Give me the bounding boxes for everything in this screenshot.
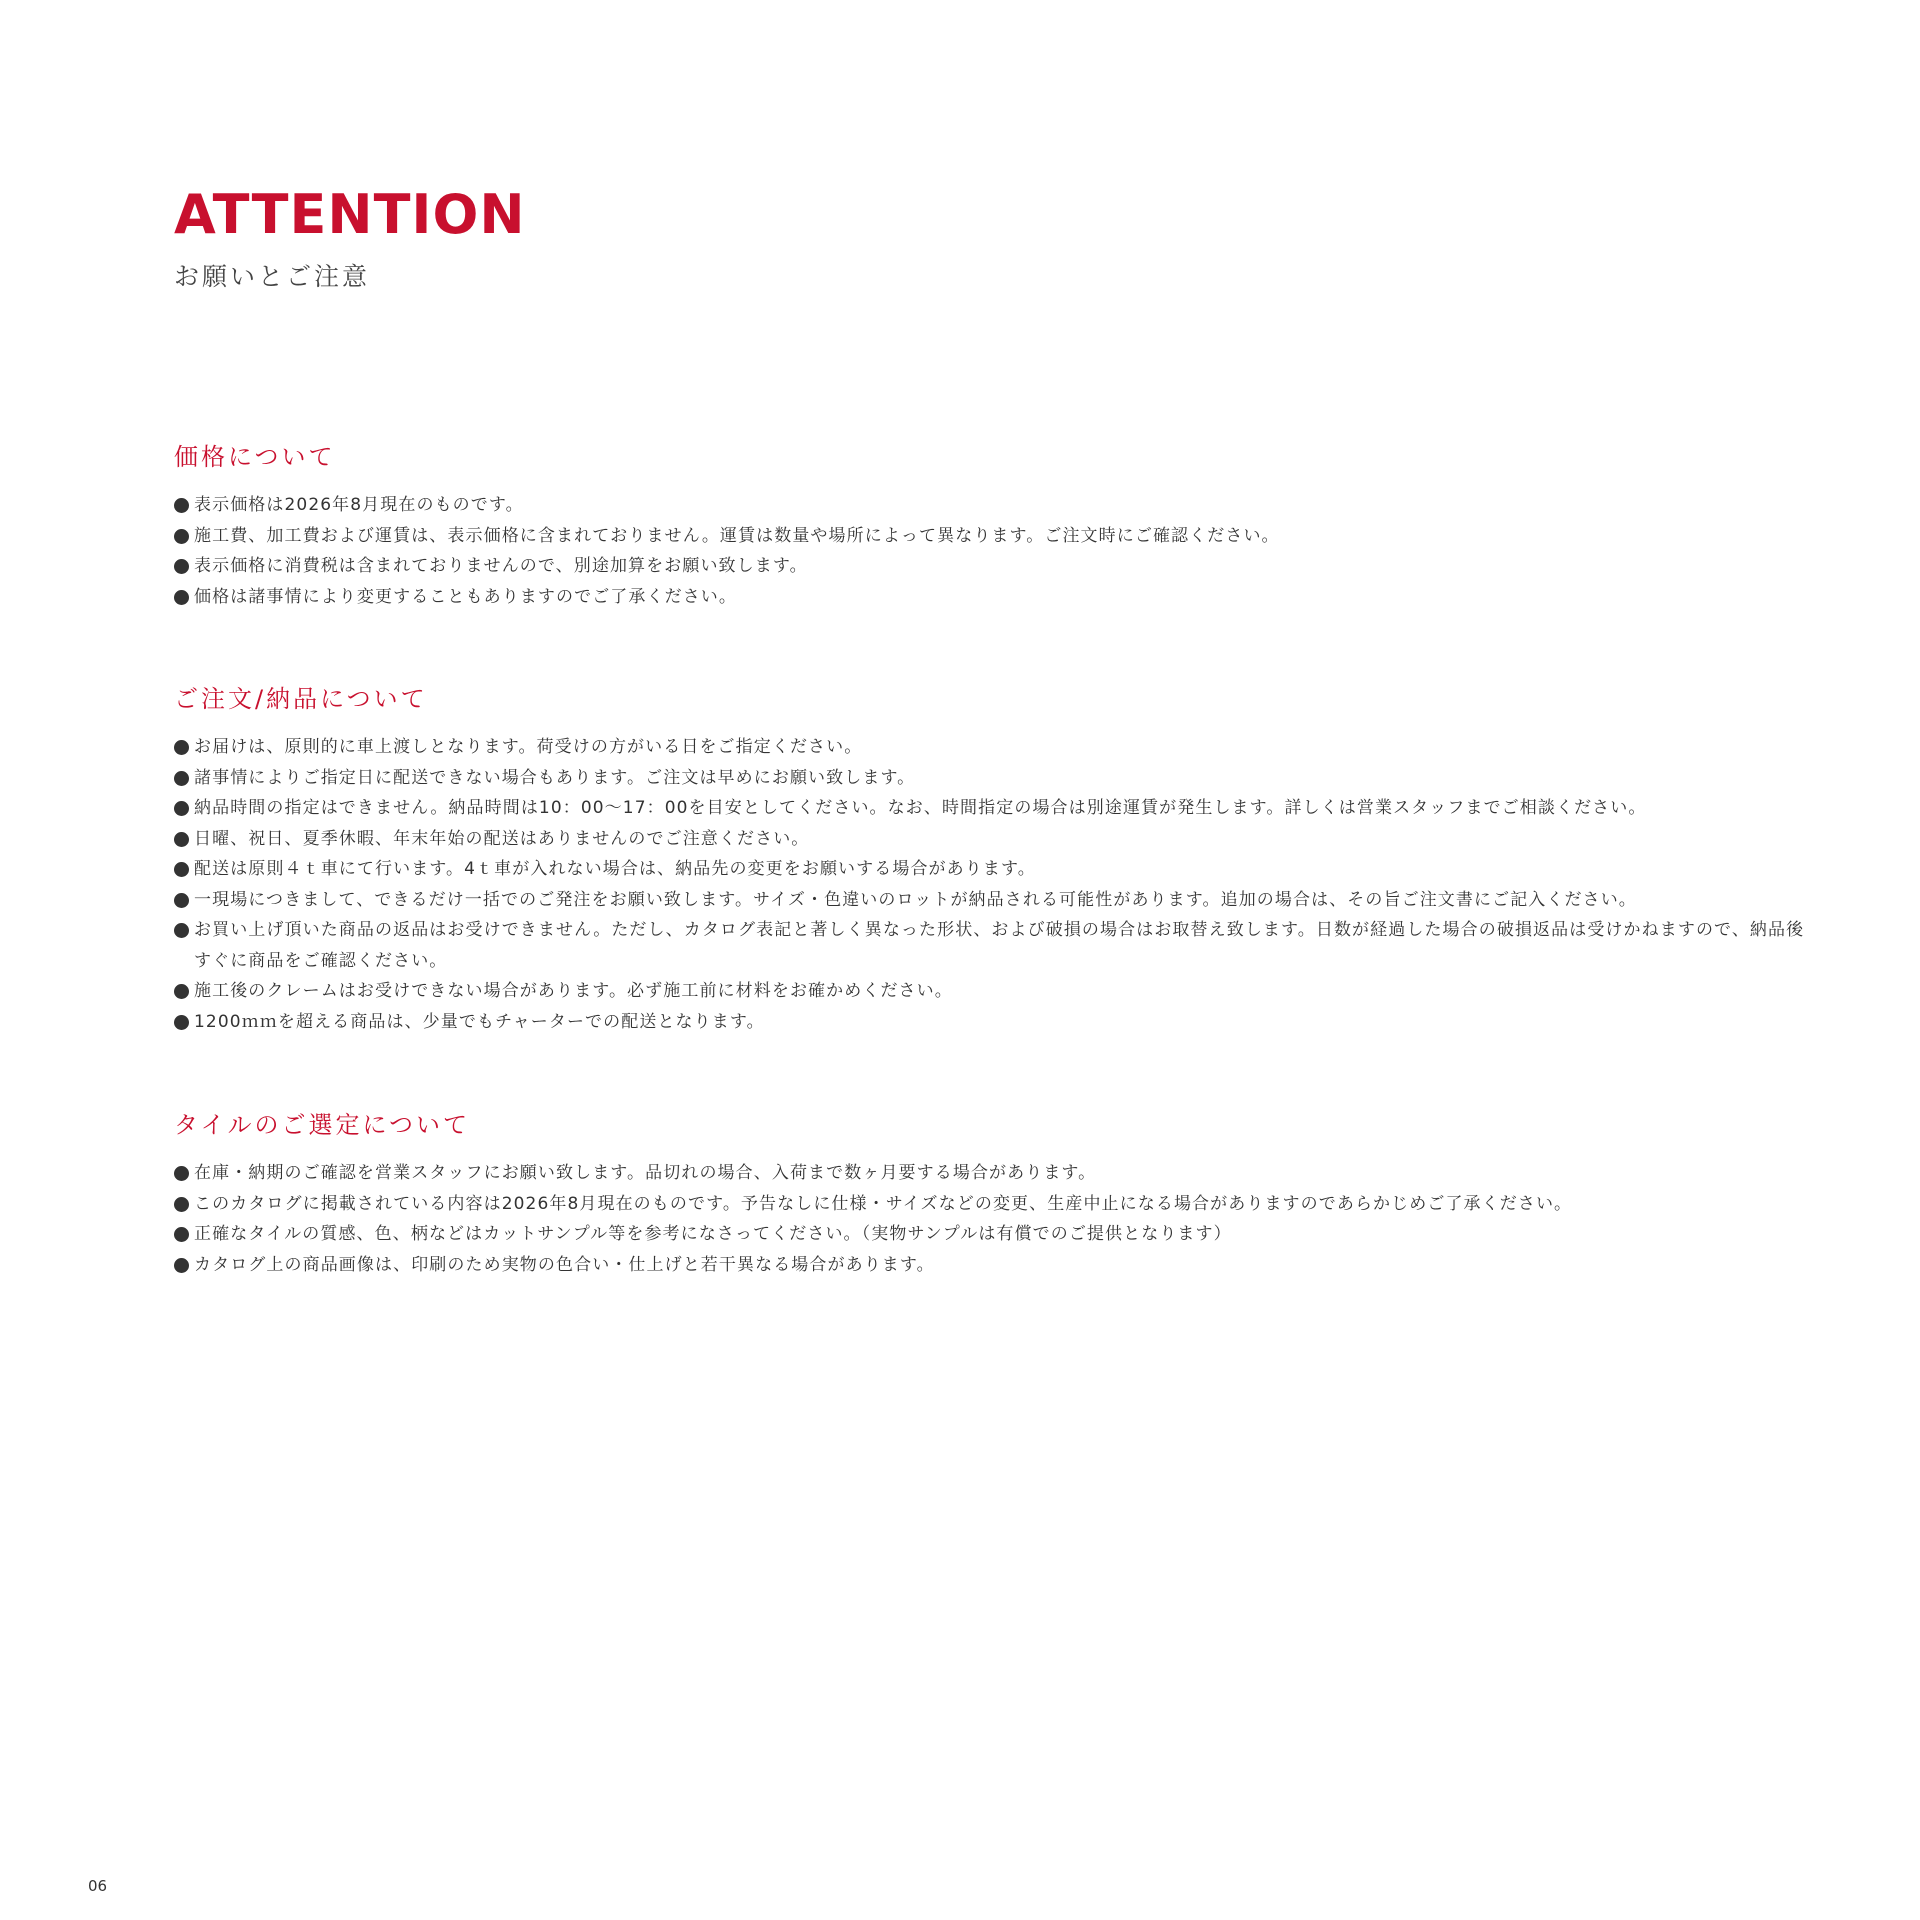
list-item: 表示価格は2026年8月現在のものです。	[174, 490, 1814, 521]
list-item: 配送は原則４ｔ車にて行います。4ｔ車が入れない場合は、納品先の変更をお願いする場合があります。	[174, 854, 1814, 885]
section-heading-price: 価格について	[174, 443, 336, 471]
list-item: 諸事情によりご指定日に配送できない場合もあります。ご注文は早めにお願い致します。	[174, 763, 1814, 794]
list-item: 施工費、加工費および運賃は、表示価格に含まれておりません。運賃は数量や場所によって異なります。ご注文時にご確認ください。	[174, 521, 1814, 552]
section-order-delivery	[174, 682, 1814, 1037]
list-item: 表示価格に消費税は含まれておりませんので、別途加算をお願い致します。	[174, 551, 1814, 582]
section-heading-tile-selection: タイルのご選定について	[174, 1111, 471, 1139]
list-item: 正確なタイルの質感、色、柄などはカットサンプル等を参考になさってください。（実物サンプルは有償でのご提供となります）	[174, 1219, 1814, 1250]
section-heading-order-delivery: ご注文/納品について	[174, 685, 428, 713]
list-item: 価格は諸事情により変更することもありますのでご了承ください。	[174, 582, 1814, 613]
list-item: お届けは、原則的に車上渡しとなります。荷受けの方がいる日をご指定ください。	[174, 732, 1814, 763]
page-number: 06	[88, 1877, 108, 1895]
list-item: 日曜、祝日、夏季休暇、年末年始の配送はありませんのでご注意ください。	[174, 824, 1814, 855]
section-tile-selection	[174, 1108, 1814, 1280]
list-item: お買い上げ頂いた商品の返品はお受けできません。ただし、カタログ表記と著しく異なった形状、および破損の場合はお取替え致します。日数が経過した場合の破損返品は受けかねますので、納品後すぐに商品をご確認ください。	[174, 915, 1814, 976]
order-delivery-notes-list	[174, 732, 1814, 1037]
list-item: 1200ｍｍを超える商品は、少量でもチャーターでの配送となります。	[174, 1007, 1814, 1038]
section-price	[174, 440, 1814, 612]
price-notes-list	[174, 490, 1814, 612]
list-item: 施工後のクレームはお受けできない場合があります。必ず施工前に材料をお確かめください。	[174, 976, 1814, 1007]
list-item: カタログ上の商品画像は、印刷のため実物の色合い・仕上げと若干異なる場合があります。	[174, 1250, 1814, 1281]
list-item: 納品時間の指定はできません。納品時間は10：00〜17：00を目安としてください。なお、時間指定の場合は別途運賃が発生します。詳しくは営業スタッフまでご相談ください。	[174, 793, 1814, 824]
page-title: ATTENTION	[174, 183, 526, 246]
list-item: 在庫・納期のご確認を営業スタッフにお願い致します。品切れの場合、入荷まで数ヶ月要する場合があります。	[174, 1158, 1814, 1189]
tile-selection-notes-list	[174, 1158, 1814, 1280]
page-subtitle: お願いとご注意	[174, 262, 371, 291]
list-item: このカタログに掲載されている内容は2026年8月現在のものです。予告なしに仕様・サイズなどの変更、生産中止になる場合がありますのであらかじめご了承ください。	[174, 1189, 1814, 1220]
list-item: 一現場につきまして、できるだけ一括でのご発注をお願い致します。サイズ・色違いのロットが納品される可能性があります。追加の場合は、その旨ご注文書にご記入ください。	[174, 885, 1814, 916]
